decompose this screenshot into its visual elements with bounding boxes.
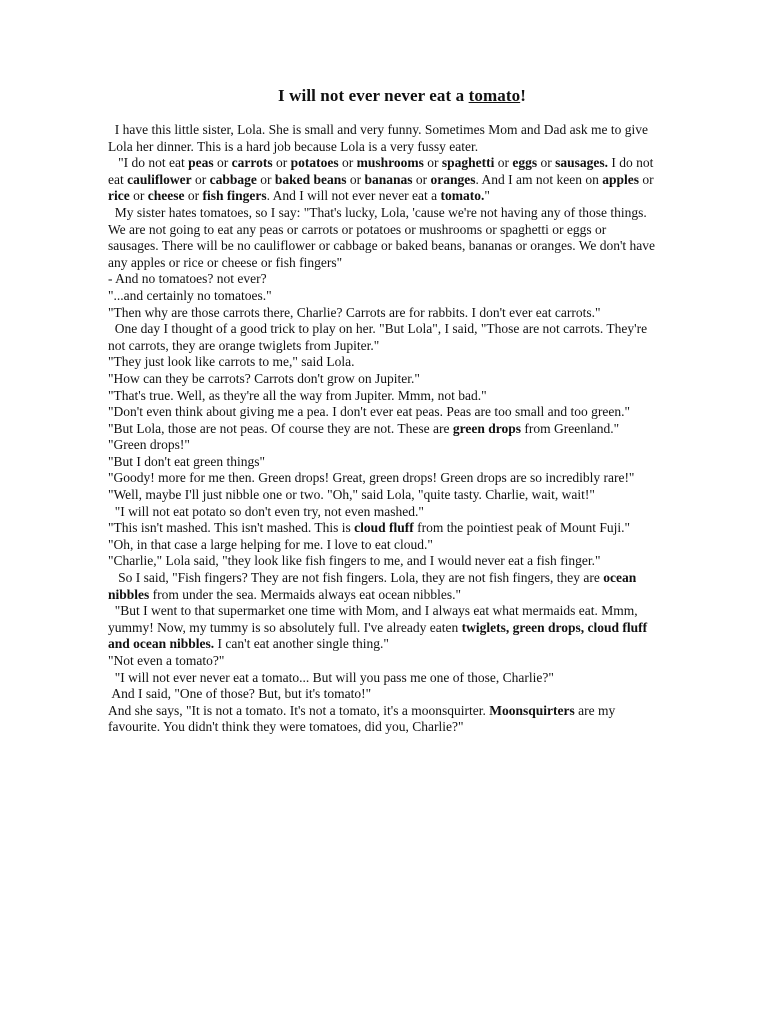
story-body: [108, 122, 659, 736]
text-run: "Goody! more for me then. Green drops! Great, green drops! Green drops are so incredibly rare!": [108, 470, 635, 486]
text-run: ": [484, 188, 490, 204]
text-run: "...and certainly no tomatoes.": [108, 287, 272, 303]
bold-text-run: mushrooms: [356, 155, 424, 171]
text-run: So I said, "Fish fingers? They are not fish fingers. Lola, they are not fish fingers, they are: [108, 570, 604, 586]
bold-text-run: cabbage: [209, 171, 257, 187]
text-run: or: [423, 155, 442, 171]
text-run: or: [346, 171, 365, 187]
text-run: "Oh, in that case a large helping for me. I love to eat cloud.": [108, 536, 433, 552]
text-run: "I will not eat potato so don't even try, not even mashed.": [108, 503, 424, 519]
text-run: "Not even a tomato?": [108, 653, 225, 668]
text-run: or: [256, 171, 275, 187]
bold-text-run: tomato.: [440, 188, 485, 204]
story-paragraph: [108, 155, 656, 205]
text-run: And I said, "One of those? But, but it's tomato!": [108, 686, 372, 702]
text-run: or: [338, 155, 357, 171]
story-paragraph: [108, 686, 656, 703]
bold-text-run: carrots: [231, 155, 273, 171]
text-run: - And no tomatoes? not ever?: [108, 271, 267, 287]
text-run: from the pointiest peak of Mount Fuji.": [413, 520, 631, 536]
text-run: are my favourite. You didn't think they were tomatoes, did you, Charlie?": [108, 702, 619, 735]
text-run: "Charlie," Lola said, "they look like fish fingers to me, and I would never eat a fish finger.": [108, 553, 601, 569]
text-run: I do not eat: [108, 155, 657, 187]
story-paragraph: [108, 670, 656, 687]
text-run: or: [191, 171, 210, 187]
text-run: or: [184, 188, 203, 204]
text-run: My sister hates tomatoes, so I say: "That's lucky, Lola, 'cause we're not having any of those things. We are not going to eat any peas or carrots or potatoes or mushrooms or spaghetti or eggs or sausages. There will be no cauliflower or cabbage or baked beans, bananas or oranges. We don't have any apples or rice or cheese or fish fingers": [108, 204, 659, 270]
text-run: "But I went to that supermarket one time with Mom, and I always eat what mermaids eat. Mmm, yummy! Now, my tummy is so absolutely full. I've already eaten: [108, 603, 642, 635]
text-run: or: [412, 171, 431, 187]
bold-text-run: peas: [188, 155, 214, 171]
bold-text-run: cheese: [147, 188, 185, 204]
text-run: "But I don't eat green things": [108, 453, 266, 469]
text-run: "That's true. Well, as they're all the way from Jupiter. Mmm, not bad.": [108, 387, 487, 403]
story-paragraph: [108, 404, 656, 421]
story-paragraph: [108, 504, 656, 521]
text-run: "Don't even think about giving me a pea. I don't ever eat peas. Peas are too small and too green.": [108, 404, 630, 420]
story-paragraph: [108, 703, 656, 736]
text-run: . And I will not ever never eat a: [266, 188, 441, 204]
bold-text-run: bananas: [364, 171, 413, 187]
story-paragraph: [108, 653, 656, 670]
story-paragraph: [108, 487, 656, 504]
story-paragraph: [108, 421, 656, 438]
story-paragraph: [108, 305, 656, 322]
text-run: I can't eat another single thing.": [214, 636, 389, 652]
story-paragraph: [108, 470, 656, 487]
story-paragraph: [108, 553, 656, 570]
text-run: "How can they be carrots? Carrots don't grow on Jupiter.": [108, 370, 420, 386]
text-run: "I will not ever never eat a tomato... But will you pass me one of those, Charlie?": [108, 669, 554, 685]
title-underlined-word: tomato: [468, 86, 521, 105]
text-run: One day I thought of a good trick to play on her. "But Lola", I said, "Those are not carrots. They're not carrots, they are orange twiglets from Jupiter.": [108, 321, 651, 353]
bold-text-run: spaghetti: [441, 155, 495, 171]
title-text: I will not ever never eat a: [278, 86, 469, 105]
text-run: "They just look like carrots to me," said Lola.: [108, 354, 355, 370]
story-paragraph: [108, 603, 656, 653]
title-exclamation: !: [520, 86, 526, 105]
story-paragraph: [108, 537, 656, 554]
story-paragraph: [108, 204, 659, 271]
bold-text-run: sausages.: [555, 155, 609, 171]
bold-text-run: twiglets, green drops, cloud fluff and ocean nibbles.: [108, 619, 651, 652]
story-paragraph: [108, 122, 656, 155]
text-run: or: [639, 171, 658, 187]
text-run: "Green drops!": [108, 437, 190, 453]
text-run: or: [272, 155, 291, 171]
bold-text-run: oranges: [430, 171, 476, 187]
story-paragraph: [108, 570, 656, 603]
text-run: "But Lola, those are not peas. Of course they are not. These are: [108, 420, 453, 436]
text-run: from under the sea. Mermaids always eat ocean nibbles.": [149, 586, 462, 602]
text-run: or: [537, 155, 556, 171]
story-paragraph: [108, 354, 656, 371]
story-paragraph: [108, 437, 656, 454]
text-run: "Well, maybe I'll just nibble one or two. "Oh," said Lola, "quite tasty. Charlie, wait, wait!": [108, 487, 595, 503]
bold-text-run: apples: [602, 171, 640, 187]
bold-text-run: potatoes: [290, 155, 339, 171]
text-run: or: [129, 188, 148, 204]
bold-text-run: rice: [108, 188, 130, 204]
bold-text-run: cloud fluff: [354, 520, 414, 536]
bold-text-run: fish fingers: [202, 188, 267, 204]
text-run: or: [494, 155, 513, 171]
story-paragraph: [108, 388, 656, 405]
story-paragraph: [108, 371, 656, 388]
bold-text-run: Moonsquirters: [489, 702, 575, 718]
bold-text-run: baked beans: [274, 171, 347, 187]
story-paragraph: [108, 271, 656, 288]
story-paragraph: [108, 454, 656, 471]
story-paragraph: [108, 288, 656, 305]
bold-text-run: eggs: [512, 155, 538, 171]
text-run: from Greenland.": [521, 420, 620, 436]
text-run: I have this little sister, Lola. She is small and very funny. Sometimes Mom and Dad ask me to give Lola her dinner. This is a hard job because Lola is a very fussy eater.: [108, 122, 652, 154]
text-run: "This isn't mashed. This isn't mashed. This is: [108, 520, 355, 536]
bold-text-run: cauliflower: [127, 171, 192, 187]
bold-text-run: ocean nibbles: [108, 570, 640, 602]
bold-text-run: green drops: [452, 420, 522, 436]
text-run: And she says, "It is not a tomato. It's not a tomato, it's a moonsquirter.: [108, 702, 490, 718]
text-run: or: [213, 155, 232, 171]
story-paragraph: [108, 321, 656, 354]
story-paragraph: [108, 520, 656, 537]
text-run: "I do not eat: [108, 155, 189, 171]
text-run: "Then why are those carrots there, Charlie? Carrots are for rabbits. I don't ever eat carrots.": [108, 304, 601, 320]
text-run: . And I am not keen on: [475, 171, 603, 187]
document-title: [0, 86, 768, 106]
